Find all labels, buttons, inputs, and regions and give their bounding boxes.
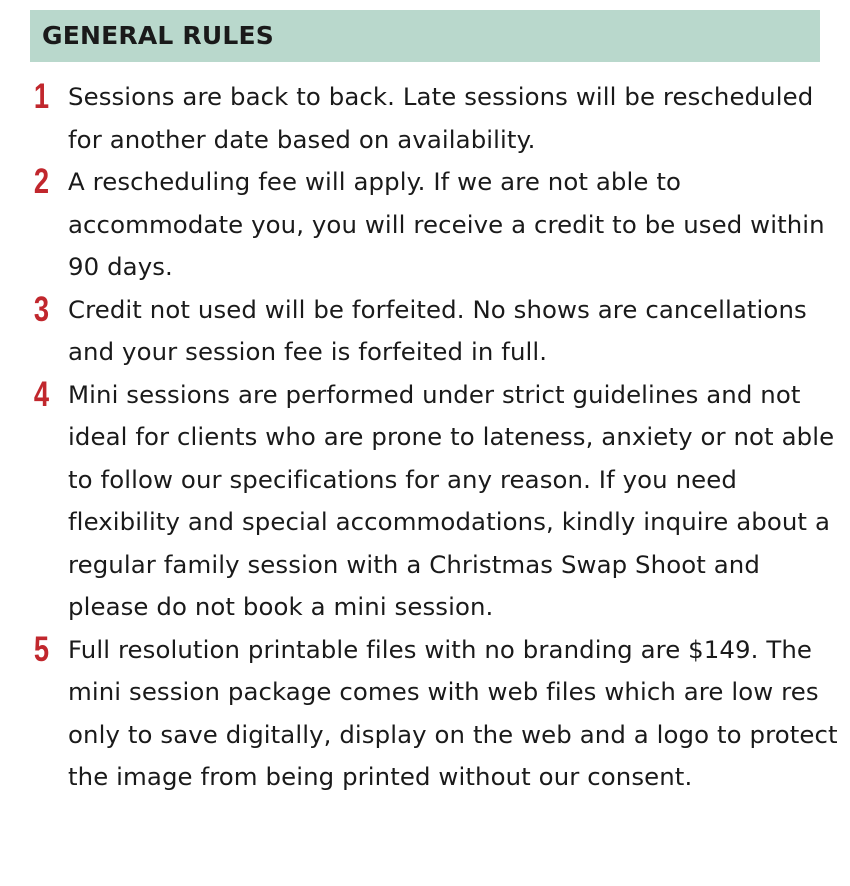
section-header bbox=[30, 10, 820, 62]
rule-text: A rescheduling fee will apply. If we are not able to accommodate you, you will receive a credit to be used within 90 days. bbox=[68, 167, 825, 281]
rule-number: 3 bbox=[33, 289, 50, 329]
rule-number: 5 bbox=[33, 629, 50, 669]
rule-text: Full resolution printable files with no branding are $149. The mini session package comes with web files which are low res only to save digitally, display on the web and a logo to protect the image from being printed without our consent. bbox=[68, 634, 838, 791]
rule-item-4 bbox=[30, 374, 845, 629]
rule-text: Sessions are back to back. Late sessions will be rescheduled for another date based on availability. bbox=[68, 82, 814, 154]
section-title: GENERAL RULES bbox=[42, 21, 274, 50]
rule-text: Credit not used will be forfeited. No shows are cancellations and your session fee is forfeited in full. bbox=[68, 294, 807, 366]
rule-item-1 bbox=[30, 76, 845, 161]
rule-item-3 bbox=[30, 289, 845, 374]
rule-number: 2 bbox=[33, 162, 50, 201]
rules-list bbox=[30, 76, 845, 799]
rule-item-5 bbox=[30, 629, 845, 799]
rule-text: Mini sessions are performed under strict guidelines and not ideal for clients who are prone to lateness, anxiety or not able to follow our specifications for any reason. If you need flexibility and special accommodations, kindly inquire about a regular family session with a Christmas Swap Shoot and please do not book a mini session. bbox=[68, 379, 835, 621]
rule-item-2 bbox=[30, 161, 845, 289]
rule-number: 4 bbox=[33, 374, 50, 414]
rule-number: 1 bbox=[33, 77, 50, 116]
